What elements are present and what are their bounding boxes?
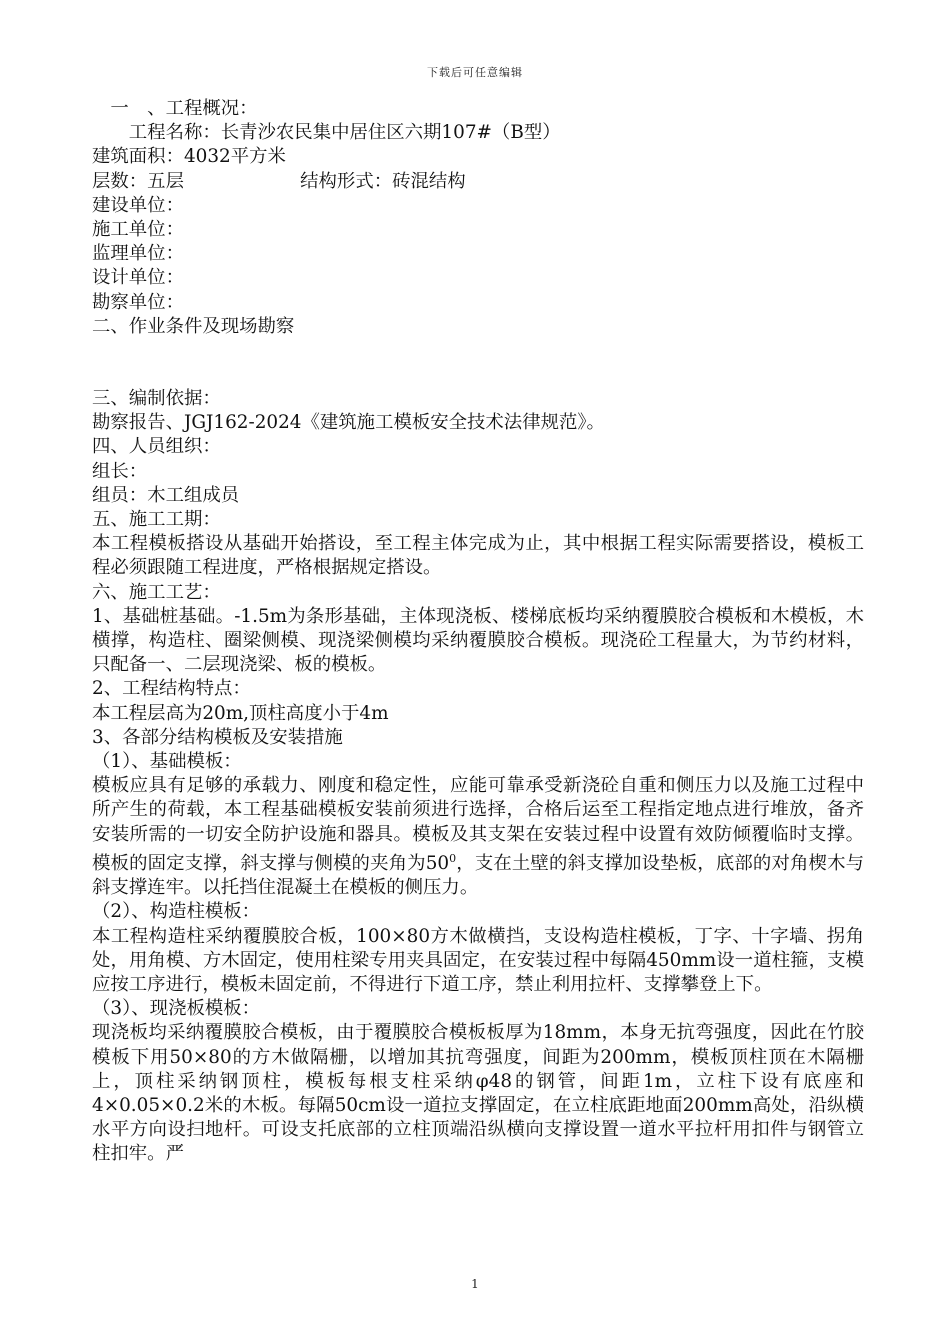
section-4-title: 四、人员组织： xyxy=(92,436,221,458)
slab-formwork-title: （3）、现浇板模板： xyxy=(92,998,261,1020)
page-header: 下载后可任意编辑 xyxy=(427,66,523,79)
section-3-title: 三、编制依据： xyxy=(92,388,221,410)
build-unit: 建设单位： xyxy=(92,194,184,216)
design-unit: 设计单位： xyxy=(92,267,184,289)
section-6-item-2-body: 本工程层高为20m,顶柱高度小于4m xyxy=(92,702,389,724)
section-6-item-2-title: 2、工程结构特点： xyxy=(92,678,251,700)
blank-space xyxy=(92,339,864,387)
section-5-body: 本工程模板搭设从基础开始搭设，至工程主体完成为止，其中根据工程实际需要搭设，模板工程必须跟随工程进度，严格根据规定搭设。 xyxy=(92,533,864,579)
foundation-formwork-text-a: 模板应具有足够的承载力、刚度和稳定性，应能可靠承受新浇砼自重和侧压力以及施工过程中所产生的荷载，本工程基础模板安装前须进行选择，合格后运至工程指定地点进行堆放，备齐安装所需的一切安全防护设施和器具。模板及其支架在安装过程中设置有效防倾覆临时支撑。模板的固定支撑，斜支撑与侧模的夹角为50 xyxy=(92,775,864,875)
survey-unit: 勘察单位： xyxy=(92,291,184,313)
construct-unit: 施工单位： xyxy=(92,219,184,241)
section-6-title: 六、施工工艺： xyxy=(92,581,221,603)
section-6-item-3-title: 3、各部分结构模板及安装措施 xyxy=(92,726,343,748)
degree-superscript: 0 xyxy=(449,851,457,865)
slab-formwork-body: 现浇板均采纳覆膜胶合模板，由于覆膜胶合模板板厚为18mm，本身无抗弯强度，因此在竹胶模板下用50×80的方木做隔栅，以增加其抗弯强度，间距为200mm，模板顶柱顶在木隔栅上，顶柱采纳钢顶柱，模板每根支柱采纳φ48的钢管，间距1m，立柱下设有底座和4×0.05×0.2米的木板。每隔50cm设一道拉支撑固定，在立柱底距地面200mm高处，沿纵横水平方向设扫地杆。可设支托底部的立柱顶端沿纵横向支撑设置一道水平拉杆用扣件与钢管立柱扣牢。严 xyxy=(92,1022,864,1165)
section-6-item-1: 1、基础桩基础。-1.5m为条形基础，主体现浇板、楼梯底板均采纳覆膜胶合模板和木模板，木横撑，构造柱、圈梁侧模、现浇梁侧模均采纳覆膜胶合模板。现浇砼工程量大，为节约材料，只配备一、二层现浇梁、板的模板。 xyxy=(92,605,864,676)
foundation-formwork-title: （1）、基础模板： xyxy=(92,751,242,773)
foundation-formwork-body xyxy=(92,774,864,900)
section-2-title: 二、作业条件及现场勘察 xyxy=(92,315,295,337)
document-body xyxy=(92,97,864,1167)
section-1-title: 一 、工程概况： xyxy=(92,98,258,119)
section-3-body: 勘察报告、JGJ162-2024《建筑施工模板安全技术法律规范》。 xyxy=(92,412,605,434)
team-members: 组员：木工组成员 xyxy=(92,484,240,506)
project-name: 工程名称：长青沙农民集中居住区六期107#（B型） xyxy=(92,122,561,144)
building-area: 建筑面积：4032平方米 xyxy=(92,146,286,168)
column-formwork-title: （2）、构造柱模板： xyxy=(92,901,261,923)
foundation-formwork-text-b: ，支在土壁的斜支撑加设垫板，底部的对角楔木与斜支撑连牢。以托挡住混凝土在模板的侧压力。 xyxy=(92,853,864,899)
page-number: 1 xyxy=(471,1277,479,1291)
floors-structure: 层数：五层 结构形式：砖混结构 xyxy=(92,170,466,192)
column-formwork-body: 本工程构造柱采纳覆膜胶合板，100×80方木做横挡，支设构造柱模板，丁字、十字墙、拐角处，用角模、方木固定，使用柱梁专用夹具固定，在安装过程中每隔450mm设一道柱箍，支模应按工序进行，模板未固定前，不得进行下道工序，禁止利用拉杆、支撑攀登上下。 xyxy=(92,925,864,996)
supervise-unit: 监理单位： xyxy=(92,243,184,265)
section-5-title: 五、施工工期： xyxy=(92,509,221,531)
team-leader: 组长： xyxy=(92,460,148,482)
